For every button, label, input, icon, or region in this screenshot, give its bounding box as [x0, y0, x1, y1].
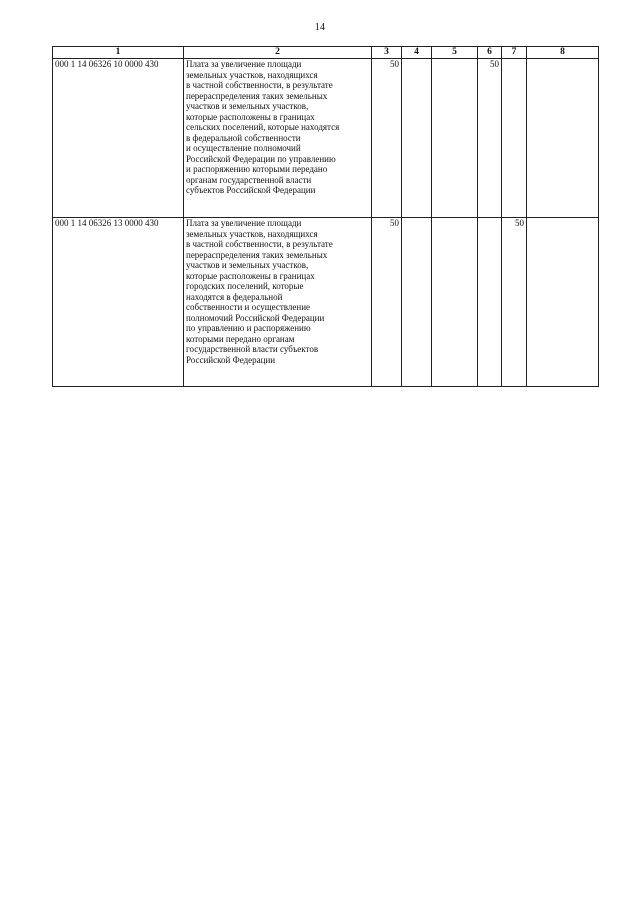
cell-col-3: 50	[372, 218, 402, 387]
cell-col-7: 50	[502, 218, 527, 387]
description-line: собственности и осуществление	[186, 302, 311, 312]
cell-description	[184, 218, 372, 387]
description-line: Плата за увеличение площади	[186, 218, 302, 228]
description-line: в частной собственности, в результате	[186, 80, 333, 90]
header-row	[53, 47, 599, 59]
cell-code: 000 1 14 06326 13 0000 430	[53, 218, 184, 387]
page-number: 14	[314, 22, 326, 33]
cell-description	[184, 59, 372, 218]
cell-col-7	[502, 59, 527, 218]
description-line: городских поселений, которые	[186, 281, 304, 291]
budget-classification-table	[52, 46, 599, 387]
description-line: и осуществление полномочий	[186, 143, 301, 153]
description-line: Российской Федерации по управлению	[186, 153, 336, 164]
description-line: и распоряжению которыми передано	[186, 164, 328, 174]
description-line: государственной власти субъектов	[186, 344, 319, 354]
header-col-7: 7	[502, 47, 527, 59]
description-line: субъектов Российской Федерации	[186, 185, 316, 195]
cell-code: 000 1 14 06326 10 0000 430	[53, 59, 184, 218]
cell-col-4	[402, 59, 432, 218]
header-col-4: 4	[402, 47, 432, 59]
description-line: органам государственной власти	[186, 174, 312, 185]
cell-col-4	[402, 218, 432, 387]
description-line: которые расположены в границах	[186, 111, 315, 122]
table-row	[53, 59, 599, 218]
description-line: перераспределения таких земельных	[186, 90, 328, 101]
header-col-5: 5	[432, 47, 478, 59]
description-line: находятся в федеральной	[186, 291, 283, 302]
header-col-8: 8	[527, 47, 599, 59]
header-col-1: 1	[53, 47, 184, 59]
description-line: перераспределения таких земельных	[186, 249, 328, 260]
cell-col-6: 50	[478, 59, 502, 218]
description-line: которыми передано органам	[186, 333, 295, 344]
description-line: земельных участков, находящихся	[186, 228, 318, 239]
description-line: земельных участков, находящихся	[186, 69, 318, 80]
table-row	[53, 218, 599, 387]
description-line: в частной собственности, в результате	[186, 239, 333, 249]
description-line: по управлению и распоряжению	[186, 323, 311, 333]
description-line: в федеральной собственности	[186, 132, 301, 143]
cell-col-3: 50	[372, 59, 402, 218]
header-col-6: 6	[478, 47, 502, 59]
description-line: Плата за увеличение площади	[186, 59, 302, 69]
cell-col-8	[527, 59, 599, 218]
cell-col-5	[432, 59, 478, 218]
description-line: Российской Федерации	[186, 354, 276, 365]
header-col-2: 2	[184, 47, 372, 59]
description-line: которые расположены в границах	[186, 270, 315, 281]
description-line: полномочий Российской Федерации	[186, 312, 325, 323]
description-line: сельских поселений, которые находятся	[186, 122, 340, 132]
description-line: участков и земельных участков,	[186, 260, 309, 270]
header-col-3: 3	[372, 47, 402, 59]
cell-col-6	[478, 218, 502, 387]
cell-col-8	[527, 218, 599, 387]
cell-col-5	[432, 218, 478, 387]
description-line: участков и земельных участков,	[186, 101, 309, 111]
